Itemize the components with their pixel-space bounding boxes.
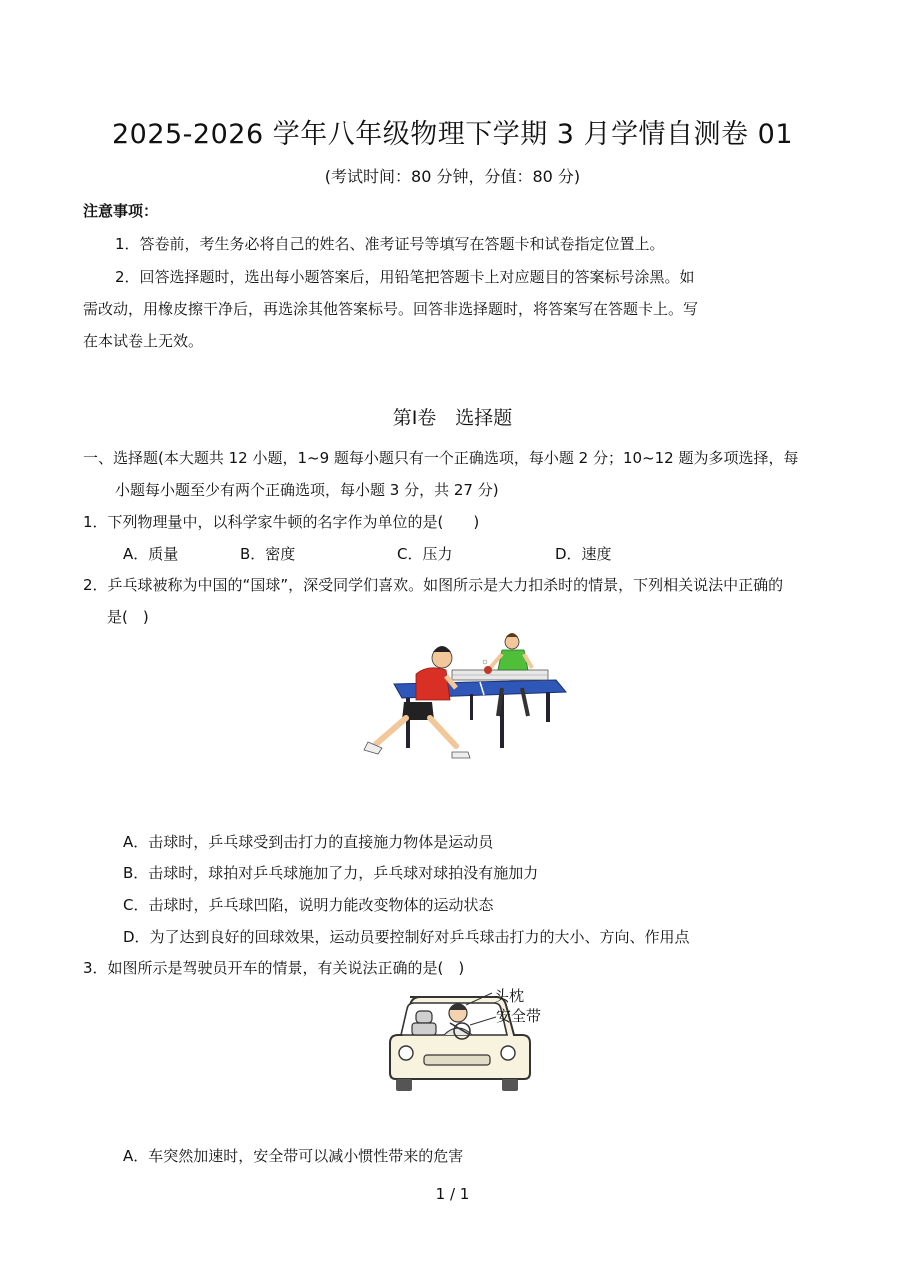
question-1-option-c: C．压力 [397,545,453,563]
notes-item-2-line-3: 在本试卷上无效。 [83,332,204,350]
notes-item-1: 1．答卷前，考生务必将自己的姓名、准考证号等填写在答题卡和试卷指定位置上。 [115,235,665,253]
question-1-option-b: B．密度 [240,545,296,563]
question-2-option-b: B．击球时，球拍对乒乓球施加了力，乒乓球对球拍没有施加力 [123,864,539,882]
question-3-stem: 3．如图所示是驾驶员开车的情景，有关说法正确的是( ) [83,959,465,977]
question-1-option-d: D．速度 [555,545,612,563]
figure-label-seatbelt: 安全带 [496,1007,542,1025]
question-1-option-a: A．质量 [123,545,179,563]
question-2-option-d: D．为了达到良好的回球效果，运动员要控制好对乒乓球击打力的大小、方向、作用点 [123,928,690,946]
question-3-option-a: A．车突然加速时，安全带可以减小惯性带来的危害 [123,1147,464,1165]
table-tennis-figure [360,628,570,768]
section-title: 第Ⅰ卷 选择题 [392,407,513,429]
car-drawing [380,985,560,1095]
notes-item-2-line-2: 需改动，用橡皮擦干净后，再选涂其他答案标号。回答非选择题时，将答案写在答题卡上。写 [83,300,699,318]
question-2-stem-line-1: 2．乒乓球被称为中国的“国球”，深受同学们喜欢。如图所示是大力扣杀时的情景，下列相关说法中正确的 [83,576,784,594]
exam-subtitle: (考试时间：80 分钟，分值：80 分) [324,167,581,186]
part-instructions-line-2: 小题每小题至少有两个正确选项，每小题 3 分，共 27 分) [115,481,499,499]
page-number: 1 / 1 [435,1185,470,1203]
exam-title: 2025-2026 学年八年级物理下学期 3 月学情自测卷 01 [111,119,794,150]
figure-label-headrest: 头枕 [494,987,525,1005]
car-figure [380,985,560,1095]
notes-item-2-line-1: 2．回答选择题时，选出每小题答案后，用铅笔把答题卡上对应题目的答案标号涂黑。如 [115,268,695,286]
question-2-option-c: C．击球时，乒乓球凹陷，说明力能改变物体的运动状态 [123,896,494,914]
notes-heading: 注意事项： [83,202,159,220]
part-instructions-line-1: 一、选择题(本大题共 12 小题，1~9 题每小题只有一个正确选项，每小题 2 分；10~12 题为多项选择，每 [83,449,799,467]
question-2-option-a: A．击球时，乒乓球受到击打力的直接施力物体是运动员 [123,833,494,851]
question-1-stem: 1．下列物理量中，以科学家牛顿的名字作为单位的是( ) [83,513,480,531]
question-2-stem-line-2: 是( ) [107,608,149,626]
